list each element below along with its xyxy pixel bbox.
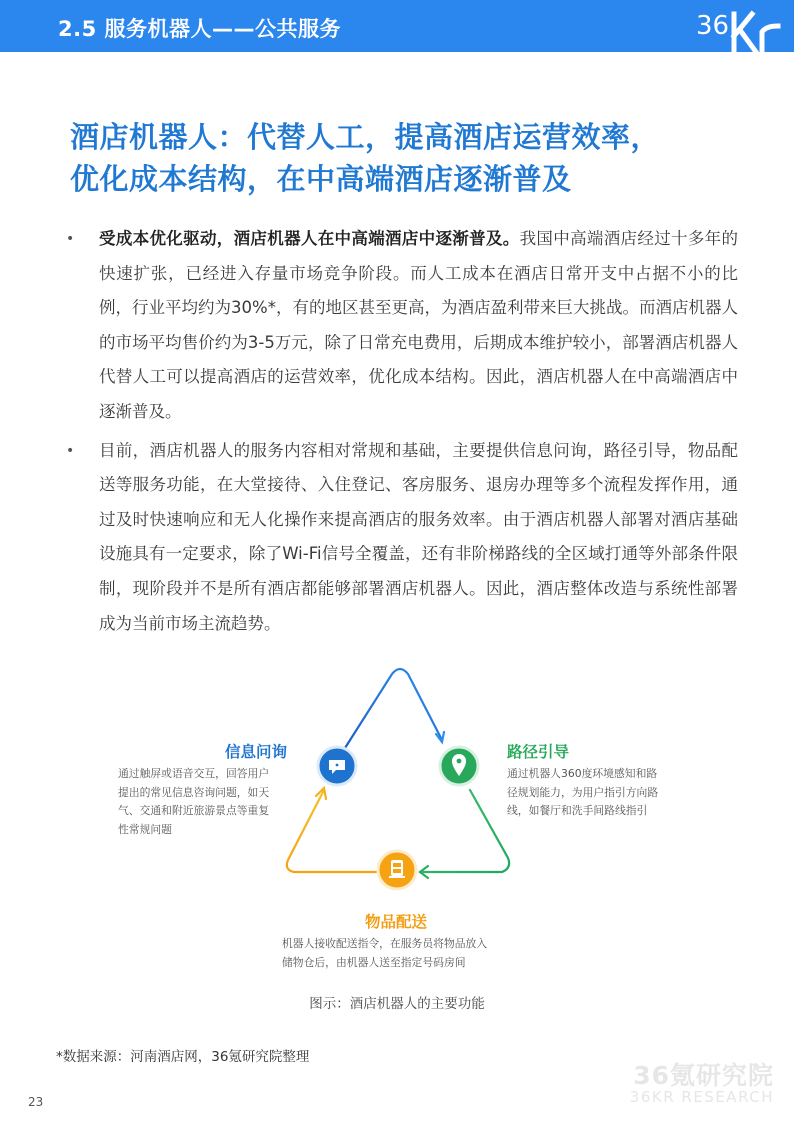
desc-line: 性常规问题	[118, 822, 172, 836]
desc-line: 通过机器人360度环境感知和路	[507, 767, 658, 780]
header-bar	[0, 0, 794, 52]
desc-line: 气、交通和附近旅游景点等重复	[118, 804, 270, 817]
page-title-line-1: 酒店机器人：代替人工，提高酒店运营效率，	[70, 120, 661, 154]
bullet-text: 目前，酒店机器人的服务内容相对常规和基础，主要提供信息问询，路径引导，物品配送等服务功能，在大堂接待、入住登记、客房服务、退房办理等多个流程发挥作用，通过及时快速响应和无人化操作来提高酒店的服务效率。由于酒店机器人部署对酒店基础设施具有一定要求，除了Wi-Fi信号全覆盖，还有非阶梯路线的全区域打通等外部条件限制，现阶段并不是所有酒店都能够部署酒店机器人。因此，酒店整体改造与系统性部署成为当前市场主流趋势。	[99, 440, 738, 633]
guide-node-desc	[507, 765, 697, 821]
bullet-text: 我国中高端酒店经过十多年的快速扩张，已经进入存量市场竞争阶段。而人工成本在酒店日常开支中占据不小的比例，行业平均约为30%*，有的地区甚至更高，为酒店盈利带来巨大挑战。而酒店机器人的市场平均售价约为3-5万元，除了日常充电费用，后期成本维护较小，部署酒店机器人代替人工可以提高酒店的运营效率，优化成本结构。因此，酒店机器人在中高端酒店中逐渐普及。	[99, 229, 739, 421]
delivery-node-title: 物品配送	[365, 913, 428, 931]
bullet-lead: 受成本优化驱动，酒店机器人在中高端酒店中逐渐普及。	[99, 229, 520, 248]
figure-caption: 图示：酒店机器人的主要功能	[309, 996, 485, 1012]
watermark-en: 36KR RESEARCH	[629, 1088, 774, 1106]
desc-line: 提出的常见信息咨询问题，如天	[118, 785, 270, 799]
desc-line: 通过触屏或语音交互，回答用户	[118, 767, 270, 780]
bullet-dot: •	[66, 442, 75, 459]
info-node-title: 信息问询	[225, 743, 288, 761]
desc-line: 机器人接收配送指令，在服务员将物品放入	[282, 937, 488, 950]
bullet-list	[66, 222, 738, 645]
arrow-guide-to-delivery	[420, 790, 509, 872]
desc-line: 线，如餐厅和洗手间路线指引	[507, 804, 648, 817]
info-node-desc	[118, 765, 298, 839]
section-title: 2.5 服务机器人——公共服务	[58, 17, 342, 41]
page-title	[70, 116, 750, 200]
watermark-cn: 36氪研究院	[633, 1061, 774, 1090]
robot-functions-diagram	[0, 660, 794, 990]
guide-node-title: 路径引导	[507, 743, 570, 761]
bullet-item	[66, 434, 738, 642]
bullet-dot: •	[66, 231, 75, 247]
delivery-node	[378, 851, 416, 889]
info-node	[318, 747, 356, 785]
delivery-robot-icon	[391, 860, 403, 876]
data-source-note: *数据来源：河南酒店网，36氪研究院整理	[56, 1049, 310, 1065]
logo-36kr	[690, 0, 794, 52]
page-number: 23	[28, 1095, 44, 1109]
desc-line: 径规划能力，为用户指引方向路	[507, 785, 659, 799]
arrow-delivery-to-info	[287, 790, 376, 872]
svg-text:36: 36	[696, 11, 730, 41]
guide-node	[440, 747, 478, 785]
arrow-info-to-guide	[345, 669, 442, 748]
desc-line: 储物仓后，由机器人送至指定号码房间	[282, 955, 466, 969]
delivery-node-desc	[282, 935, 542, 972]
bullet-item	[66, 222, 738, 430]
page-title-line-2: 优化成本结构，在中高端酒店逐渐普及	[70, 162, 572, 196]
